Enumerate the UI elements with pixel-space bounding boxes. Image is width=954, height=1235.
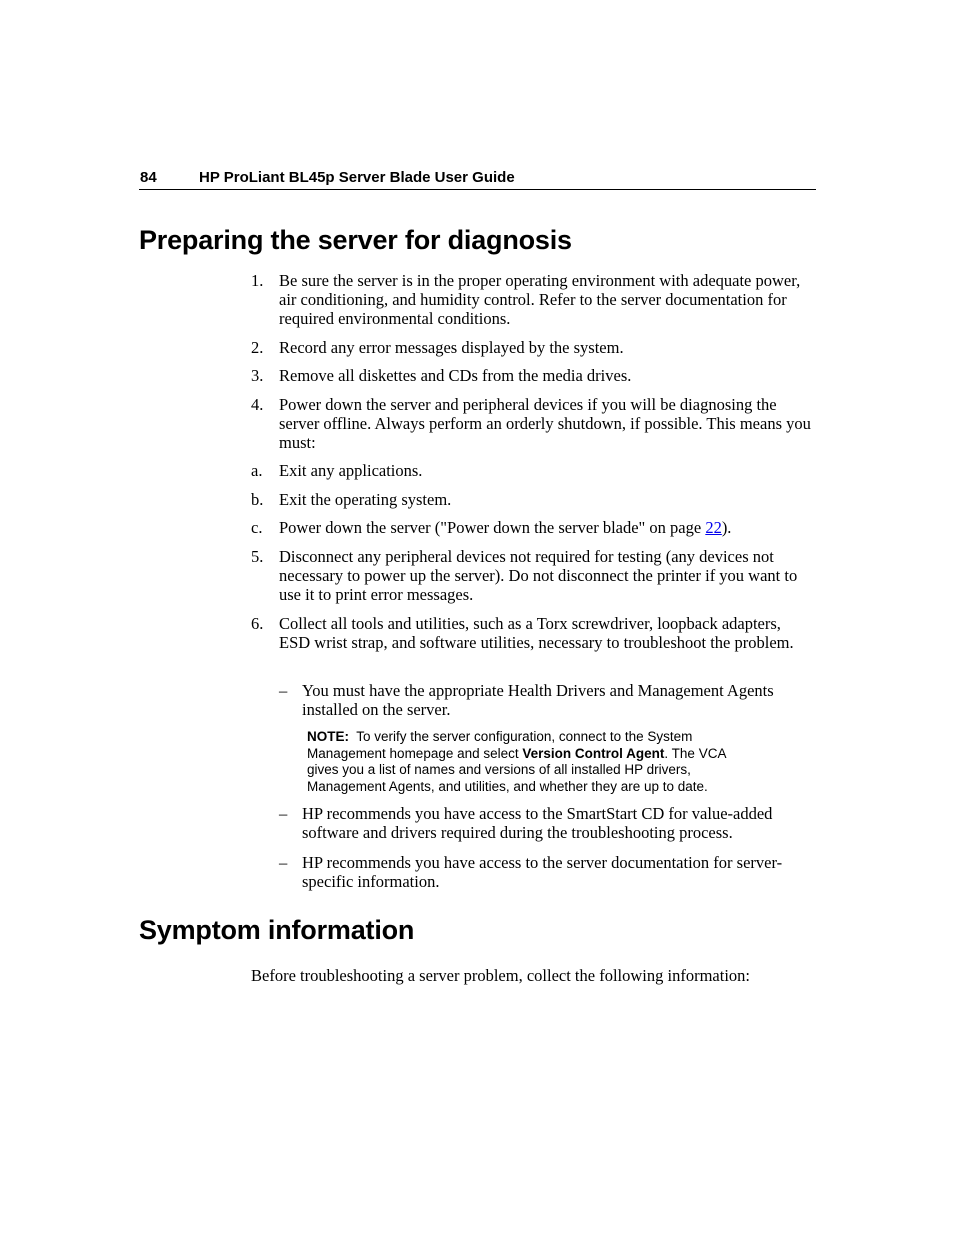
section-heading-symptom: Symptom information (139, 915, 415, 945)
intro-paragraph: Before troubleshooting a server problem, collect the following information: (251, 966, 750, 985)
running-header (139, 168, 816, 190)
note-emphasis: Version Control Agent (522, 745, 665, 761)
note-block: NOTE: To verify the server configuration, connect to the System Management homepage and select Version Control Agent. The VCA gives you a list of names and versions of all installed HP drivers, Management Agents, and utilities, and whether they are up to date. (307, 729, 726, 794)
page-link[interactable]: 22 (705, 518, 722, 537)
section-heading-preparing: Preparing the server for diagnosis (139, 225, 572, 255)
document-title: HP ProLiant BL45p Server Blade User Guide (199, 169, 515, 186)
note-label: NOTE: (307, 729, 349, 744)
page-number: 84 (140, 169, 157, 186)
